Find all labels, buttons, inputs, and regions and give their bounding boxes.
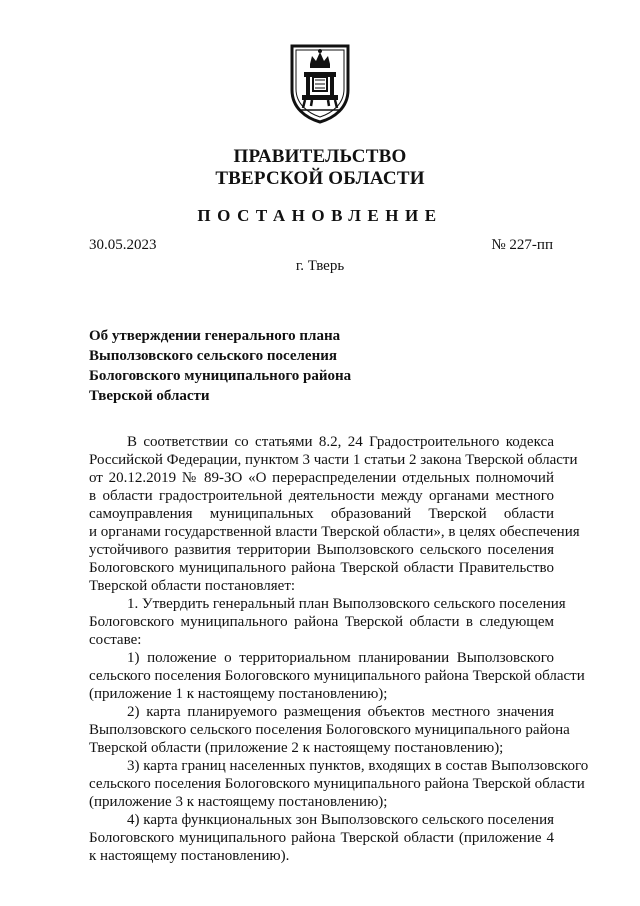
body-line: Бологовского муниципального района Тверской области Правительство: [89, 560, 554, 576]
subject-line: Тверской области: [89, 388, 210, 404]
coat-of-arms-icon: [288, 42, 352, 124]
document-city: г. Тверь: [295, 258, 345, 274]
body-line: (приложение 3 к настоящему постановлению);: [89, 794, 388, 810]
subject-line: Об утверждении генерального плана: [89, 328, 341, 344]
document-subject: [89, 326, 351, 406]
body-line: Российской Федерации, пунктом 3 части 1 статьи 2 закона Тверской области: [89, 452, 578, 468]
document-type: ПОСТАНОВЛЕНИЕ: [197, 206, 443, 225]
body-line: 1. Утвердить генеральный план Выползовского сельского поселения: [127, 596, 566, 612]
document-date: 30.05.2023: [89, 237, 157, 253]
body-line: Выползовского сельского поселения Бологовского муниципального района: [89, 722, 570, 738]
body-line: 1) положение о территориальном планировании Выползовского: [127, 650, 554, 666]
body-line: от 20.12.2019 № 89-ЗО «О перераспределении отдельных полномочий: [89, 470, 554, 486]
body-line: В соответствии со статьями 8.2, 24 Градостроительного кодекса: [127, 434, 554, 450]
body-line: составе:: [89, 632, 142, 648]
body-line: сельского поселения Бологовского муниципального района Тверской области: [89, 668, 585, 684]
body-line: к настоящему постановлению).: [89, 848, 290, 864]
organization-name-line1: ПРАВИТЕЛЬСТВО: [233, 146, 407, 167]
body-line: Бологовского муниципального района Тверской области (приложение 4: [89, 830, 554, 846]
body-line: в области градостроительной деятельности между органами местного: [89, 488, 554, 504]
body-line: сельского поселения Бологовского муниципального района Тверской области: [89, 776, 585, 792]
body-line: 3) карта границ населенных пунктов, входящих в состав Выползовского: [127, 758, 589, 774]
document-number: № 227-пп: [491, 237, 553, 253]
body-line: Бологовского муниципального района Тверской области в следующем: [89, 614, 554, 630]
body-line: Тверской области (приложение 2 к настоящему постановлению);: [89, 740, 504, 756]
body-line: (приложение 1 к настоящему постановлению);: [89, 686, 388, 702]
body-line: самоуправления муниципальных образований Тверской области: [89, 506, 554, 522]
subject-line: Выползовского сельского поселения: [89, 348, 337, 364]
body-line: 4) карта функциональных зон Выползовского сельского поселения: [127, 812, 554, 828]
body-line: 2) карта планируемого размещения объектов местного значения: [127, 704, 554, 720]
body-line: и органами государственной власти Тверской области», в целях обеспечения: [89, 524, 580, 540]
body-line: Тверской области постановляет:: [89, 578, 296, 594]
subject-line: Бологовского муниципального района: [89, 368, 352, 384]
body-line: устойчивого развития территории Выползовского сельского поселения: [89, 542, 554, 558]
document-body: [89, 433, 589, 865]
organization-name-line2: ТВЕРСКОЙ ОБЛАСТИ: [215, 168, 425, 189]
